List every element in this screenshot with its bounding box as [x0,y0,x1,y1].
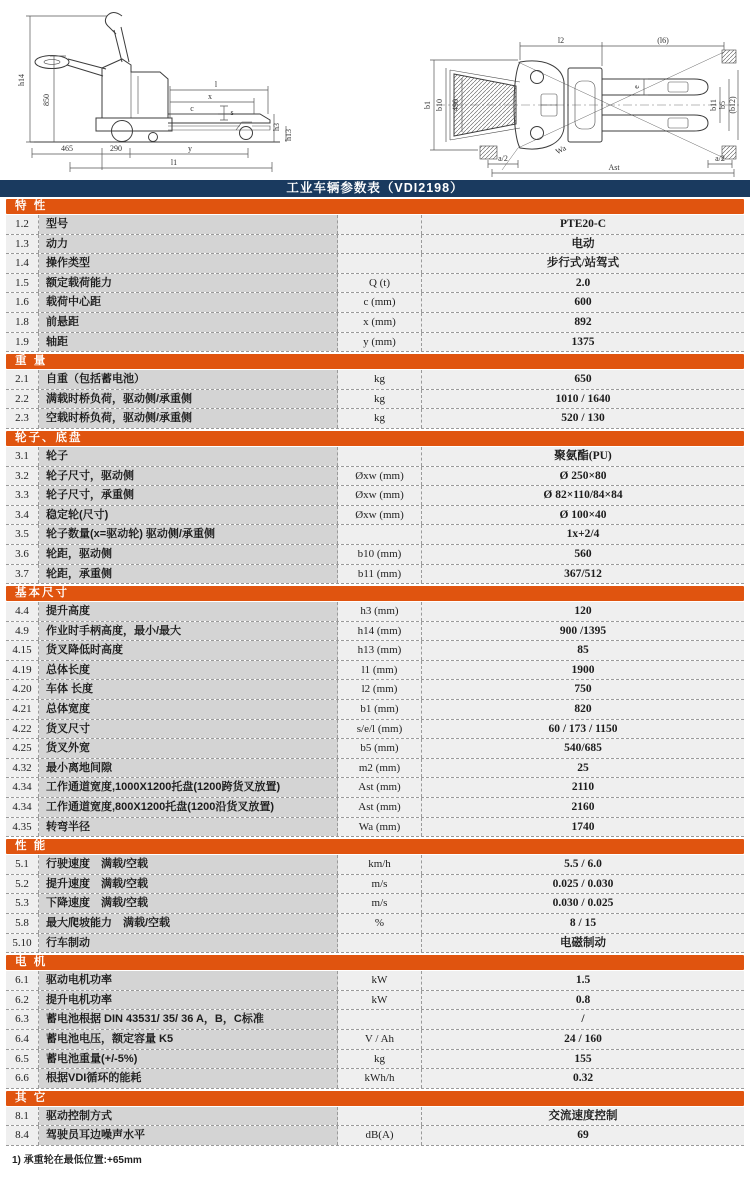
cell-label: 驱动电机功率 [39,971,338,990]
cell-unit [338,934,422,953]
cell-code: 4.34 [6,798,39,817]
table-row [6,602,744,622]
cell-label: 行驶速度 满载/空载 [39,855,338,874]
cell-unit: b5 (mm) [338,739,422,758]
cell-unit: Øxw (mm) [338,506,422,525]
cell-value: 600 [422,293,744,312]
dim-label-l1: l1 [170,158,178,167]
cell-code: 1.8 [6,313,39,332]
dim-label-b10: b10 [435,99,444,111]
cell-value: Ø 250×80 [422,467,744,486]
section-header: 基本尺寸 [6,586,744,601]
cell-code: 1.4 [6,254,39,273]
dim-label-h14: h14 [17,74,26,86]
table-row [6,1030,744,1050]
cell-unit: kg [338,370,422,389]
cell-value: 520 / 130 [422,409,744,428]
dim-label-b5: b5 [718,101,727,109]
cell-label: 总体长度 [39,661,338,680]
cell-label: 载荷中心距 [39,293,338,312]
cell-label: 行车制动 [39,934,338,953]
cell-code: 4.22 [6,720,39,739]
table-row [6,1050,744,1070]
cell-unit: l2 (mm) [338,680,422,699]
cell-code: 1.6 [6,293,39,312]
table-row [6,622,744,642]
cell-value: 1.5 [422,971,744,990]
table-row [6,759,744,779]
cell-label: 自重（包括蓄电池） [39,370,338,389]
cell-label: 额定载荷能力 [39,274,338,293]
cell-value: 1740 [422,818,744,837]
table-row [6,565,744,585]
table-row [6,1126,744,1146]
table-row [6,293,744,313]
cell-code: 5.8 [6,914,39,933]
dim-label-290: 290 [110,144,122,153]
cell-unit: kg [338,390,422,409]
dim-label-ast: Ast [608,163,620,172]
cell-value: 892 [422,313,744,332]
cell-code: 3.2 [6,467,39,486]
cell-code: 4.9 [6,622,39,641]
cell-unit: Øxw (mm) [338,486,422,505]
cell-code: 8.1 [6,1107,39,1126]
table-row [6,641,744,661]
cell-label: 轮子 [39,447,338,466]
footnote: 1) 承重轮在最低位置:+65mm [12,1154,142,1166]
dim-label-l6: (l6) [657,36,669,45]
cell-unit: Øxw (mm) [338,467,422,486]
cell-label: 蓄电池重量(+/-5%) [39,1050,338,1069]
cell-unit: h14 (mm) [338,622,422,641]
cell-label: 最大爬坡能力 满载/空载 [39,914,338,933]
cell-label: 总体宽度 [39,700,338,719]
cell-value: Ø 100×40 [422,506,744,525]
dim-label-y: y [188,144,192,153]
cell-label: 提升高度 [39,602,338,621]
dim-label-e: e [632,85,641,89]
cell-value: 2160 [422,798,744,817]
cell-code: 8.4 [6,1126,39,1145]
cell-code: 4.25 [6,739,39,758]
table-row [6,680,744,700]
cell-label: 驾驶员耳边噪声水平 [39,1126,338,1145]
cell-label: 提升电机功率 [39,991,338,1010]
cell-code: 4.15 [6,641,39,660]
cell-label: 轴距 [39,333,338,352]
cell-label: 轮子数量(x=驱动轮) 驱动侧/承重侧 [39,525,338,544]
cell-value: 155 [422,1050,744,1069]
cell-value: 电磁制动 [422,934,744,953]
table-row [6,467,744,487]
section-header: 其 它 [6,1091,744,1106]
cell-unit: h3 (mm) [338,602,422,621]
table-row [6,1069,744,1089]
cell-unit: % [338,914,422,933]
cell-label: 货叉外宽 [39,739,338,758]
cell-label: 最小离地间隙 [39,759,338,778]
dim-label-a2-right: a/2 [715,154,725,163]
cell-unit: V / Ah [338,1030,422,1049]
dim-label-c: c [190,104,194,113]
cell-code: 4.19 [6,661,39,680]
cell-unit: Ast (mm) [338,798,422,817]
cell-label: 货叉降低时高度 [39,641,338,660]
cell-code: 4.32 [6,759,39,778]
cell-unit [338,447,422,466]
cell-unit: dB(A) [338,1126,422,1145]
cell-unit [338,525,422,544]
dim-label-b11: b11 [709,99,718,111]
cell-value: PTE20-C [422,215,744,234]
cell-code: 5.2 [6,875,39,894]
cell-code: 5.1 [6,855,39,874]
dim-label-x: x [208,92,212,101]
table-row [6,798,744,818]
cell-unit: Q (t) [338,274,422,293]
cell-value: 69 [422,1126,744,1145]
cell-label: 工作通道宽度,800X1200托盘(1200沿货叉放置) [39,798,338,817]
cell-code: 4.21 [6,700,39,719]
technical-drawings [0,0,750,180]
cell-code: 4.20 [6,680,39,699]
section-header: 重 量 [6,354,744,369]
table-row [6,818,744,838]
cell-value: 0.8 [422,991,744,1010]
cell-label: 前悬距 [39,313,338,332]
table-row [6,254,744,274]
cell-label: 满载时桥负荷，驱动侧/承重侧 [39,390,338,409]
cell-unit: Ast (mm) [338,778,422,797]
cell-value: 24 / 160 [422,1030,744,1049]
table-row [6,778,744,798]
cell-value: 820 [422,700,744,719]
cell-label: 根据VDI循环的能耗 [39,1069,338,1088]
side-view-diagram [10,2,310,180]
cell-value: 1375 [422,333,744,352]
cell-unit: l1 (mm) [338,661,422,680]
dim-label-b1: b1 [423,101,432,109]
cell-code: 6.4 [6,1030,39,1049]
cell-code: 3.4 [6,506,39,525]
cell-label: 型号 [39,215,338,234]
table-row [6,545,744,565]
cell-label: 驱动控制方式 [39,1107,338,1126]
cell-label: 蓄电池电压，额定容量 K5 [39,1030,338,1049]
cell-value: 步行式/站驾式 [422,254,744,273]
cell-code: 4.35 [6,818,39,837]
cell-code: 1.3 [6,235,39,254]
cell-label: 提升速度 满载/空载 [39,875,338,894]
cell-label: 稳定轮(尺寸) [39,506,338,525]
table-row [6,914,744,934]
cell-label: 下降速度 满载/空载 [39,894,338,913]
dim-label-465: 465 [61,144,73,153]
cell-label: 轮距，驱动侧 [39,545,338,564]
section-header: 电 机 [6,955,744,970]
table-row [6,661,744,681]
table-row [6,971,744,991]
cell-label: 转弯半径 [39,818,338,837]
cell-value: 2.0 [422,274,744,293]
table-row [6,235,744,255]
cell-code: 5.10 [6,934,39,953]
cell-label: 轮子尺寸，驱动侧 [39,467,338,486]
dim-label-h3: h3 [272,123,281,131]
dim-label-b12: (b12) [728,96,737,114]
cell-unit: b1 (mm) [338,700,422,719]
cell-code: 3.7 [6,565,39,584]
section-header: 轮子、底盘 [6,431,744,446]
table-row [6,333,744,353]
cell-label: 蓄电池根据 DIN 43531/ 35/ 36 A，B，C标准 [39,1010,338,1029]
table-row [6,855,744,875]
cell-value: 0.32 [422,1069,744,1088]
table-row [6,991,744,1011]
cell-value: 0.025 / 0.030 [422,875,744,894]
cell-label: 货叉尺寸 [39,720,338,739]
table-row [6,313,744,333]
cell-code: 6.1 [6,971,39,990]
cell-label: 车体 长度 [39,680,338,699]
table-row [6,525,744,545]
dim-label-h13: h13 [284,129,293,141]
table-row [6,934,744,954]
table-row [6,274,744,294]
table-row [6,720,744,740]
cell-value: 367/512 [422,565,744,584]
cell-unit: x (mm) [338,313,422,332]
cell-unit [338,235,422,254]
cell-unit: km/h [338,855,422,874]
cell-value: 750 [422,680,744,699]
cell-unit: b11 (mm) [338,565,422,584]
cell-unit: kW [338,971,422,990]
cell-value: 540/685 [422,739,744,758]
cell-value: 2110 [422,778,744,797]
cell-unit: s/e/l (mm) [338,720,422,739]
cell-code: 6.6 [6,1069,39,1088]
table-row [6,1010,744,1030]
cell-unit [338,215,422,234]
table-row [6,409,744,429]
cell-value: 电动 [422,235,744,254]
cell-code: 6.5 [6,1050,39,1069]
table-row [6,700,744,720]
page-title: 工业车辆参数表（VDI2198） [0,180,750,197]
cell-unit: m/s [338,894,422,913]
cell-unit [338,1107,422,1126]
cell-label: 轮距，承重侧 [39,565,338,584]
cell-code: 1.5 [6,274,39,293]
table-row [6,486,744,506]
cell-label: 操作类型 [39,254,338,273]
dim-label-s: s [230,108,234,117]
dim-label-490: 490 [451,99,460,111]
dim-label-l: l [214,80,218,89]
cell-code: 6.2 [6,991,39,1010]
cell-value: 1900 [422,661,744,680]
cell-code: 3.1 [6,447,39,466]
cell-code: 2.2 [6,390,39,409]
cell-code: 3.6 [6,545,39,564]
table-row [6,447,744,467]
cell-code: 4.34 [6,778,39,797]
section-header: 特 性 [6,199,744,214]
dim-label-l2: l2 [557,36,565,45]
cell-value: 1x+2/4 [422,525,744,544]
cell-value: 8 / 15 [422,914,744,933]
cell-unit: kg [338,1050,422,1069]
cell-label: 动力 [39,235,338,254]
cell-code: 6.3 [6,1010,39,1029]
cell-unit: Wa (mm) [338,818,422,837]
table-row [6,215,744,235]
cell-label: 作业时手柄高度，最小/最大 [39,622,338,641]
cell-code: 3.3 [6,486,39,505]
cell-code: 2.1 [6,370,39,389]
dim-label-a2-left: a/2 [498,154,508,163]
cell-unit: m/s [338,875,422,894]
cell-unit: y (mm) [338,333,422,352]
cell-unit: c (mm) [338,293,422,312]
cell-code: 5.3 [6,894,39,913]
cell-value: 60 / 173 / 1150 [422,720,744,739]
top-view-diagram [422,30,744,178]
cell-value: 25 [422,759,744,778]
section-header: 性 能 [6,839,744,854]
spec-table [0,199,750,1146]
cell-code: 3.5 [6,525,39,544]
cell-value: 0.030 / 0.025 [422,894,744,913]
cell-label: 空载时桥负荷，驱动侧/承重侧 [39,409,338,428]
cell-unit [338,1010,422,1029]
cell-label: 工作通道宽度,1000X1200托盘(1200跨货叉放置) [39,778,338,797]
dim-label-850: 850 [42,94,51,106]
table-row [6,370,744,390]
cell-value: 900 /1395 [422,622,744,641]
cell-code: 1.9 [6,333,39,352]
cell-unit: kWh/h [338,1069,422,1088]
cell-code: 4.4 [6,602,39,621]
cell-value: 交流速度控制 [422,1107,744,1126]
cell-unit [338,254,422,273]
cell-value: 560 [422,545,744,564]
cell-label: 轮子尺寸，承重侧 [39,486,338,505]
cell-unit: h13 (mm) [338,641,422,660]
cell-value: 120 [422,602,744,621]
cell-value: / [422,1010,744,1029]
table-row [6,506,744,526]
cell-value: 聚氨酯(PU) [422,447,744,466]
cell-code: 2.3 [6,409,39,428]
cell-value: 85 [422,641,744,660]
cell-code: 1.2 [6,215,39,234]
table-row [6,1107,744,1127]
cell-unit: b10 (mm) [338,545,422,564]
table-row [6,739,744,759]
table-row [6,390,744,410]
cell-unit: kW [338,991,422,1010]
table-row [6,894,744,914]
cell-value: Ø 82×110/84×84 [422,486,744,505]
table-row [6,875,744,895]
dim-label-wa: Wa [554,143,568,157]
cell-unit: kg [338,409,422,428]
cell-value: 5.5 / 6.0 [422,855,744,874]
cell-value: 1010 / 1640 [422,390,744,409]
cell-unit: m2 (mm) [338,759,422,778]
cell-value: 650 [422,370,744,389]
